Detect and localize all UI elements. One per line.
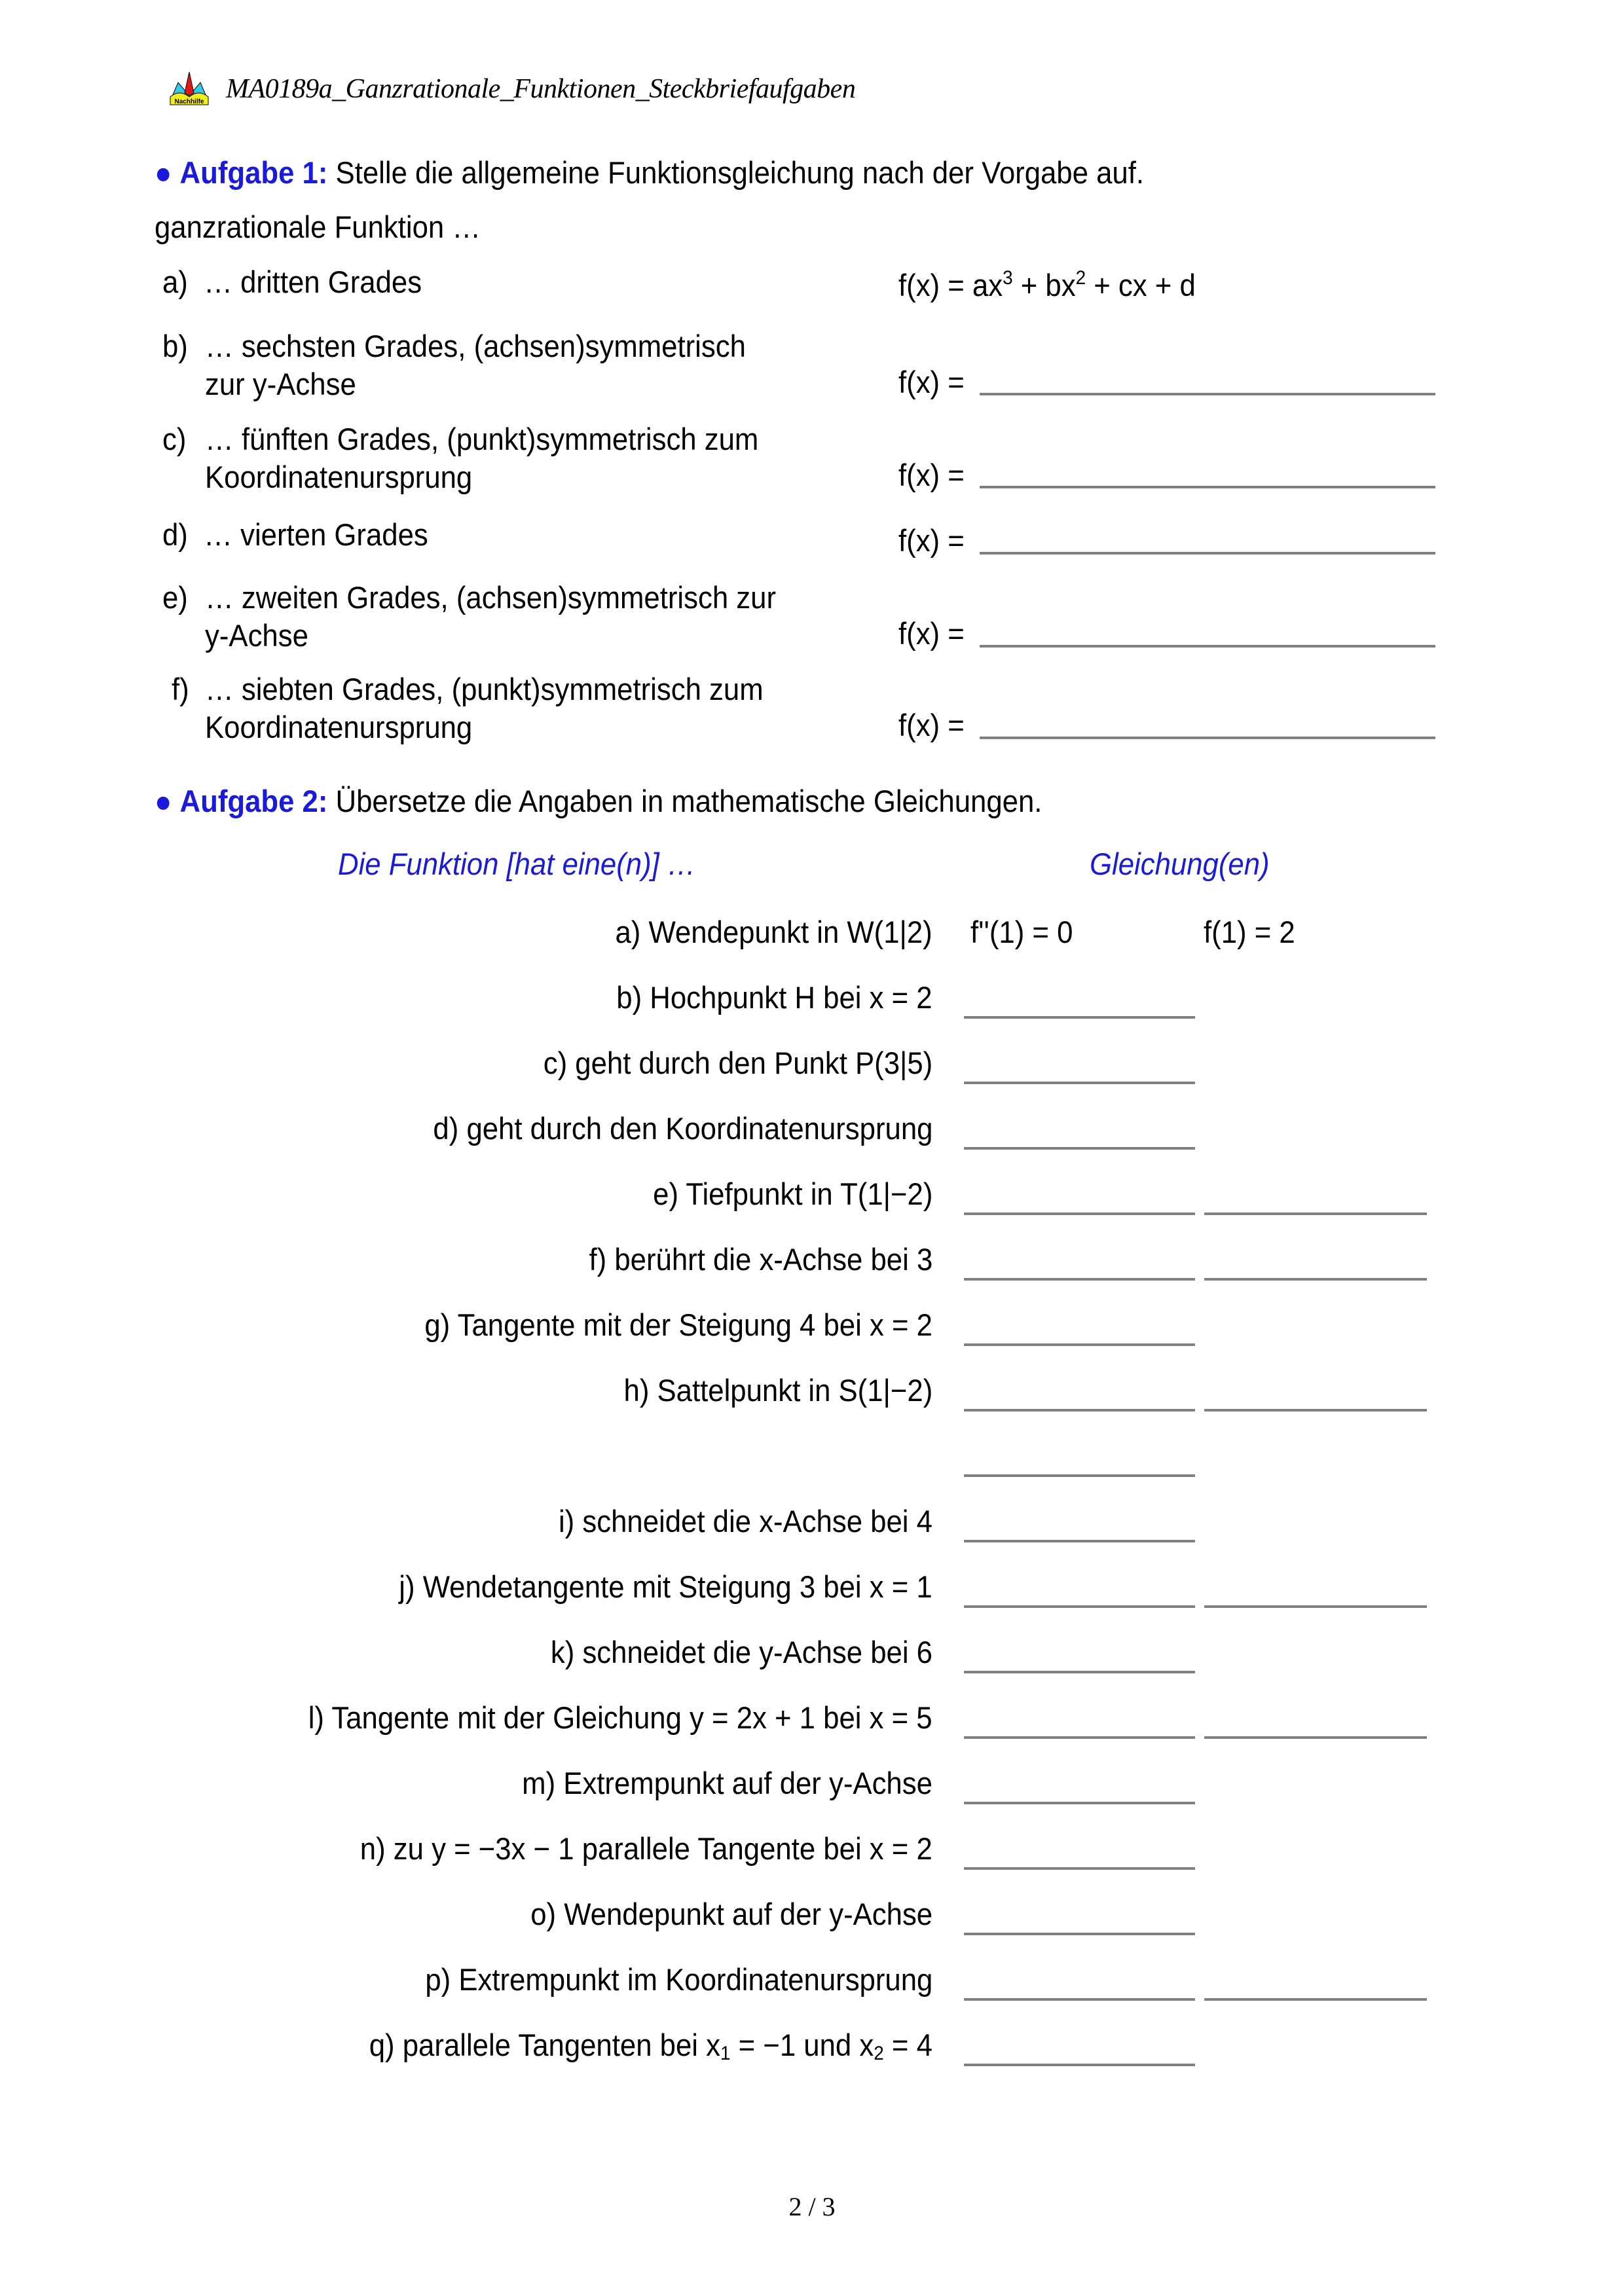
page-number: 2 / 3 — [788, 2192, 836, 2221]
task2-item-g: g) Tangente mit der Steigung 4 bei x = 2 — [424, 1307, 932, 1342]
task1-answer-f-field[interactable] — [980, 737, 1435, 739]
task2-answer-o-field[interactable] — [964, 1933, 1195, 1935]
task1-answer-c-prefix: f(x) = — [898, 458, 965, 492]
task1-answer-a: $f(x) = ax^3 + bx^2$ + cx + d — [898, 267, 1196, 302]
task2-item-l: l) Tangente mit der Gleichung y = 2x + 1 bei x = 5 — [308, 1700, 932, 1735]
task1-label: Aufgabe 1: — [179, 155, 328, 190]
task2-answer-d-field[interactable] — [964, 1147, 1195, 1150]
task2-answer-h-field-2[interactable] — [1204, 1409, 1427, 1412]
task1-answer-f-prefix: f(x) = — [898, 708, 965, 742]
task2-answer-h-field-3[interactable] — [964, 1474, 1195, 1477]
task2-col-left-header: Die Funktion [hat eine(n)] … — [338, 847, 696, 881]
task2-item-e: e) Tiefpunkt in T(1|−2) — [652, 1176, 932, 1211]
task2-answer-c-field[interactable] — [964, 1082, 1195, 1084]
task2-item-q: q) parallele Tangenten bei $x_1 = -1$ und $x_2 = 4$ — [369, 2028, 932, 2064]
task2-answer-j-field-2[interactable] — [1204, 1605, 1427, 1608]
task2-heading — [155, 783, 1042, 819]
task1-heading — [155, 155, 1144, 191]
task2-item-a: a) Wendepunkt in W(1|2) — [615, 915, 932, 949]
task2-answer-b-field[interactable] — [964, 1016, 1195, 1019]
task2-item-h: h) Sattelpunkt in S(1|−2) — [623, 1373, 932, 1408]
task2-col-right-header: Gleichung(en) — [1090, 847, 1270, 881]
task2-answer-g-field[interactable] — [964, 1343, 1195, 1346]
task2-item-i: i) schneidet die x-Achse bei 4 — [559, 1504, 932, 1539]
task1-item-e-text: … zweiten Grades, (achsen)symmetrisch zur y-Achse — [205, 580, 777, 653]
task1-item-f-text: … siebten Grades, (punkt)symmetrisch zum Koordinatenursprung — [205, 672, 764, 744]
task2-answer-f-field-2[interactable] — [1204, 1278, 1427, 1281]
task2-answer-q-field[interactable] — [964, 2064, 1195, 2066]
task2-item-p: p) Extrempunkt im Koordinatenursprung — [424, 1962, 932, 1997]
task1-item-e: e) — [162, 580, 188, 615]
task2-answer-p-field-2[interactable] — [1204, 1998, 1427, 2001]
task2-item-j: j) Wendetangente mit Steigung 3 bei x = 1 — [399, 1569, 932, 1604]
task1-answer-c-field[interactable] — [980, 486, 1435, 488]
task1-item-c-text: … fünften Grades, (punkt)symmetrisch zum Koordinatenursprung — [205, 422, 759, 494]
task2-answer-n-field[interactable] — [964, 1867, 1195, 1870]
task2-item-n: n) zu y = −3x − 1 parallele Tangente bei x = 2 — [360, 1831, 932, 1866]
task2-item-f: f) berührt die x-Achse bei 3 — [589, 1242, 932, 1277]
task1-item-b-text: … sechsten Grades, (achsen)symmetrisch zur y-Achse — [205, 329, 746, 401]
document-title: MA0189a_Ganzrationale_Funktionen_Steckbriefaufgaben — [226, 74, 856, 104]
task2-answer-l-field-2[interactable] — [1204, 1736, 1427, 1739]
task2-answer-m-field[interactable] — [964, 1802, 1195, 1804]
task1-bullet: ● — [155, 155, 172, 190]
task2-label: Aufgabe 2: — [179, 784, 328, 818]
task1-item-c: c) — [162, 422, 187, 456]
task2-answer-a-1: f''(1) = 0 — [970, 915, 1073, 949]
task2-answer-j-field-1[interactable] — [964, 1605, 1195, 1608]
task2-answer-e-field-1[interactable] — [964, 1212, 1195, 1215]
task1-answer-d-field[interactable] — [980, 552, 1435, 555]
task2-answer-a-2: f(1) = 2 — [1204, 915, 1295, 949]
task1-instruction: Stelle die allgemeine Funktionsgleichung nach der Vorgabe auf. — [335, 155, 1144, 190]
task1-answer-d-prefix: f(x) = — [898, 523, 965, 558]
task2-item-m: m) Extrempunkt auf der y-Achse — [522, 1766, 932, 1800]
task1-answer-b-prefix: f(x) = — [898, 365, 965, 399]
task1-intro: ganzrationale Funktion … — [155, 210, 481, 244]
task2-answer-p-field-1[interactable] — [964, 1998, 1195, 2001]
task2-item-o: o) Wendepunkt auf der y-Achse — [530, 1897, 932, 1931]
nachhilfe-logo-icon — [168, 71, 211, 106]
task1-answer-e-field[interactable] — [980, 645, 1435, 647]
task1-item-d: d) … vierten Grades — [162, 517, 428, 552]
task1-item-b: b) — [162, 329, 188, 363]
task2-answer-l-field-1[interactable] — [964, 1736, 1195, 1739]
task1-item-f: f) — [172, 672, 189, 706]
task2-answer-e-field-2[interactable] — [1204, 1212, 1427, 1215]
task2-bullet: ● — [155, 784, 172, 818]
task1-item-a: a) … dritten Grades — [162, 264, 422, 299]
task2-answer-k-field[interactable] — [964, 1671, 1195, 1673]
task2-answer-h-field-1[interactable] — [964, 1409, 1195, 1412]
task2-instruction: Übersetze die Angaben in mathematische Gleichungen. — [335, 784, 1043, 818]
task1-answer-b-field[interactable] — [980, 393, 1435, 395]
task2-answer-i-field[interactable] — [964, 1540, 1195, 1542]
task1-answer-e-prefix: f(x) = — [898, 616, 965, 651]
task2-answer-f-field-1[interactable] — [964, 1278, 1195, 1281]
task2-item-b: b) Hochpunkt H bei x = 2 — [616, 980, 932, 1015]
task2-item-k: k) schneidet die y-Achse bei 6 — [550, 1635, 932, 1669]
task2-item-d: d) geht durch den Koordinatenursprung — [432, 1111, 932, 1146]
svg-text:Nachhilfe: Nachhilfe — [174, 98, 204, 105]
task2-item-c: c) geht durch den Punkt P(3|5) — [543, 1046, 932, 1080]
